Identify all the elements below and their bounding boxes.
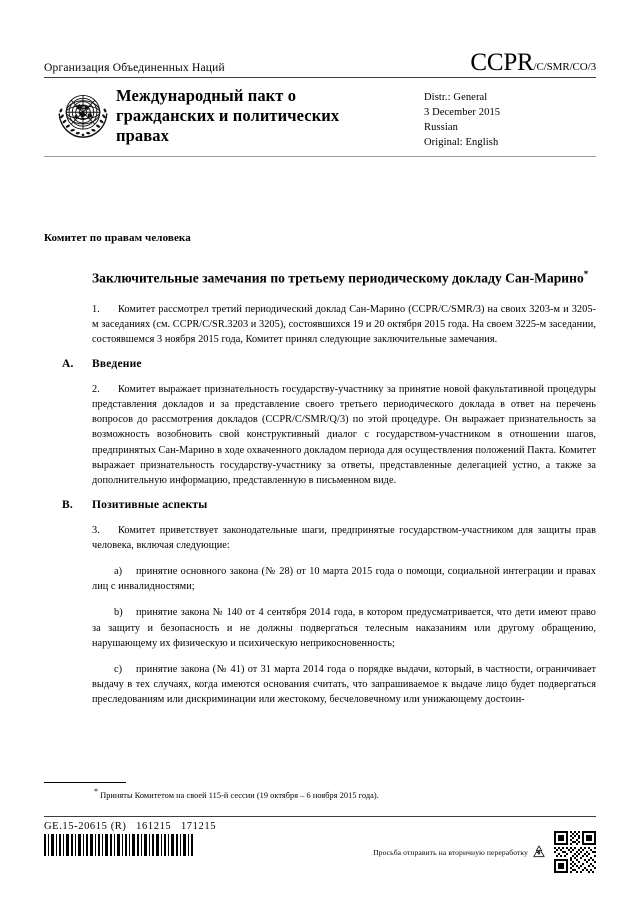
list-item-c-label: c) [114,663,123,675]
document-language: Russian [424,121,458,133]
document-content [44,232,596,718]
list-item-b [92,605,596,650]
section-b-heading [62,499,596,511]
emblem-container [44,85,116,143]
section-a-heading [62,358,596,370]
recycle-text: Просьба отправить на вторичную переработку [373,847,528,857]
footnote-area [44,782,596,802]
paragraph-1-number: 1. [92,303,100,315]
document-date: 3 December 2015 [424,106,501,118]
page-footer [44,816,596,873]
un-emblem [54,85,112,143]
job-number: GE.15-20615 (R) 161215 171215 [44,821,217,832]
list-item-c [92,662,596,707]
footnote-text: Приняты Комитетом на своей 115-й сессии (19 октября – 6 ноября 2015 года). [100,790,379,800]
footer-left [44,821,216,856]
masthead-body-row [44,78,596,151]
title-footnote-marker: * [583,269,589,279]
recycle-icon [531,844,547,860]
page-title-text: Заключительные замечания по третьему периодическому докладу Сан-Марино [92,270,584,286]
distribution-block [424,85,596,151]
page-title [92,268,596,288]
paragraph-2-number: 2. [92,384,100,396]
paragraph-3-number: 3. [92,524,100,536]
document-symbol-suffix: /C/SMR/CO/3 [533,61,596,73]
masthead [44,50,596,157]
list-item-a-label: a) [114,566,123,578]
barcode [44,834,194,856]
section-a-letter: A. [62,358,74,371]
page-sheet [44,0,596,905]
list-item-a [92,564,596,594]
section-b-letter: B. [62,498,73,511]
masthead-bottom-rule [44,156,596,157]
organization-name: Организация Объединенных Наций [44,62,225,75]
footer-separator-rule [44,816,596,817]
list-item-a-text: принятие основного закона (№ 28) от 10 марта 2015 года о помощи, социальной интеграции и правах лиц с инвалидностями; [92,566,596,593]
qr-code [554,831,596,873]
distribution-line: Distr.: General [424,92,488,103]
paragraph-2-text: Комитет выражает признательность государству-участнику за принятие новой факультативной процедуры представления докладов и за представление своего третьего периодического доклада в ответ на перечень вопросов до рассмотрения докладов (CCPR/C/SMR/Q/3) по этой процедуре. Он выражает признательность за возможность возобновить свой конструктивный диалог с государством-участником в отношении шагов, предпринятых Сан-Марино в ходе охваченного докладом периода для осуществления положений Пакта. Комитет выражает признательность государству-участнику за ответы, представленные делегацией устно, а также за дополнительную информацию, представленную в письменном виде. [92,384,596,486]
paragraph-3-text: Комитет приветствует законодательные шаги, предпринятые государством-участником для защиты прав человека, включая следующие: [92,524,596,552]
list-item-c-text: принятие закона (№ 41) от 31 марта 2014 года о порядке выдачи, который, в частности, ограничивает выдачу в тех случаях, когда имеются основания считать, что запрашиваемое к выдаче лицо будет подвергаться преследованиям или дискриминации или жестокому, бесчеловечному или унижающему достоин- [92,663,596,706]
paragraph-3 [92,523,596,553]
document-symbol [470,50,596,75]
section-a-title: Введение [92,358,142,371]
section-b-title: Позитивные аспекты [92,498,208,511]
document-original-language: Original: English [424,136,499,148]
paragraph-2 [92,382,596,488]
covenant-title: Международный пакт о гражданских и политических правах [116,86,340,146]
footer-right [373,821,596,873]
paragraph-1-text: Комитет рассмотрел третий периодический доклад Сан-Марино (CCPR/C/SMR/3) на своих 3203-м и 3205-м заседаниях (см. CCPR/C/SR.3203 и 3205), состоявшихся 19 и 20 октября 2015 года. На своем 3225-м заседании, состоявшемся 3 ноября 2015 года, Комитет принял следующие заключительные замечания. [92,303,596,345]
footer-row [44,821,596,873]
masthead-top-row [44,50,596,77]
covenant-title-container [116,85,424,146]
footnote-text-block [44,787,596,802]
footnote-separator-rule [44,782,126,783]
list-item-b-text: принятие закона № 140 от 4 сентября 2014 года, в котором предусматривается, что дети имеют право за защиту и безопасность и не должны подвергаться телесным наказаниям или другому обращению, нарушающему их физическую и психическую неприкосновенность; [92,607,596,649]
document-symbol-main: CCPR [470,49,534,76]
list-item-b-label: b) [114,607,123,619]
committee-heading: Комитет по правам человека [44,232,191,244]
paragraph-1 [92,302,596,347]
footnote-marker: * [94,787,99,796]
